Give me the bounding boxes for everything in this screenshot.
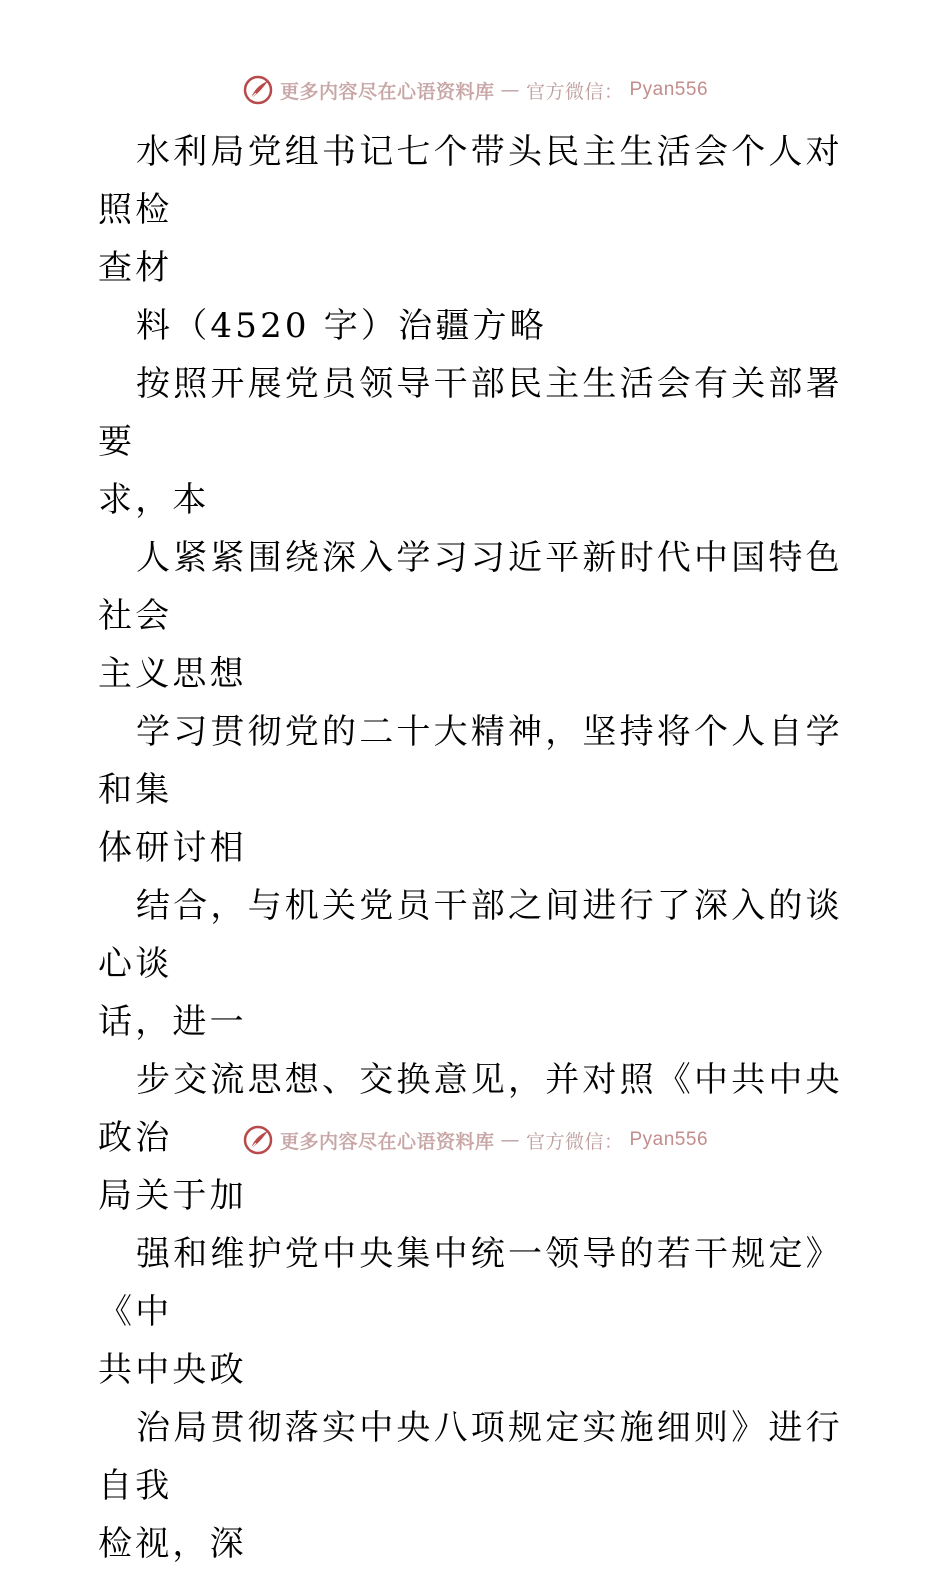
text-line-5-first: 学习贯彻党的二十大精神，坚持将个人自学和集 xyxy=(98,712,843,810)
watermark-dash: — xyxy=(500,1129,520,1151)
watermark-wechat-id: Pyan556 xyxy=(629,79,709,100)
text-line-6 xyxy=(98,877,868,1051)
text-line-2-first: 料（4520 字）治疆方略 xyxy=(136,306,547,346)
watermark-dash: — xyxy=(500,79,520,101)
text-line-7-first: 步交流思想、交换意见，并对照《中共中央政治 xyxy=(98,1060,843,1158)
text-line-5 xyxy=(98,703,868,877)
text-line-1 xyxy=(98,123,868,297)
text-line-6-first: 结合，与机关党员干部之间进行了深入的谈心谈 xyxy=(98,886,843,984)
feather-pen-logo-icon xyxy=(242,1124,274,1156)
text-line-3-first: 按照开展党员领导干部民主生活会有关部署要 xyxy=(98,364,843,462)
document-body xyxy=(98,123,868,1573)
text-line-8-first: 强和维护党中央集中统一领导的若干规定》《中 xyxy=(98,1234,843,1332)
text-line-6-rest: 话，进一 xyxy=(98,1002,247,1042)
watermark-wechat-id: Pyan556 xyxy=(629,1129,709,1150)
feather-pen-logo-icon xyxy=(242,74,274,106)
text-line-2 xyxy=(98,297,868,355)
text-line-9-rest: 检视，深 xyxy=(98,1524,247,1564)
text-line-7-rest: 局关于加 xyxy=(98,1176,247,1216)
watermark-sub-text: 官方微信： xyxy=(525,1130,624,1153)
text-line-4-first: 人紧紧围绕深入学习习近平新时代中国特色社会 xyxy=(98,538,843,636)
text-line-3-rest: 求，本 xyxy=(98,480,210,520)
watermark-main-text: 更多内容尽在心语资料库 xyxy=(279,1130,495,1153)
watermark-sub-text: 官方微信： xyxy=(525,80,624,103)
header-watermark xyxy=(0,70,950,110)
text-line-1-rest: 查材 xyxy=(98,248,173,288)
text-line-9-first: 治局贯彻落实中央八项规定实施细则》进行自我 xyxy=(98,1408,843,1506)
text-line-4-rest: 主义思想 xyxy=(98,654,247,694)
watermark-main-text: 更多内容尽在心语资料库 xyxy=(279,80,495,103)
text-line-8-rest: 共中央政 xyxy=(98,1350,247,1390)
text-line-3 xyxy=(98,355,868,529)
text-line-9 xyxy=(98,1399,868,1573)
text-line-1-first: 水利局党组书记七个带头民主生活会个人对照检 xyxy=(98,132,843,230)
text-line-8 xyxy=(98,1225,868,1399)
footer-watermark xyxy=(0,1120,950,1160)
text-line-4 xyxy=(98,529,868,703)
text-line-5-rest: 体研讨相 xyxy=(98,828,247,868)
